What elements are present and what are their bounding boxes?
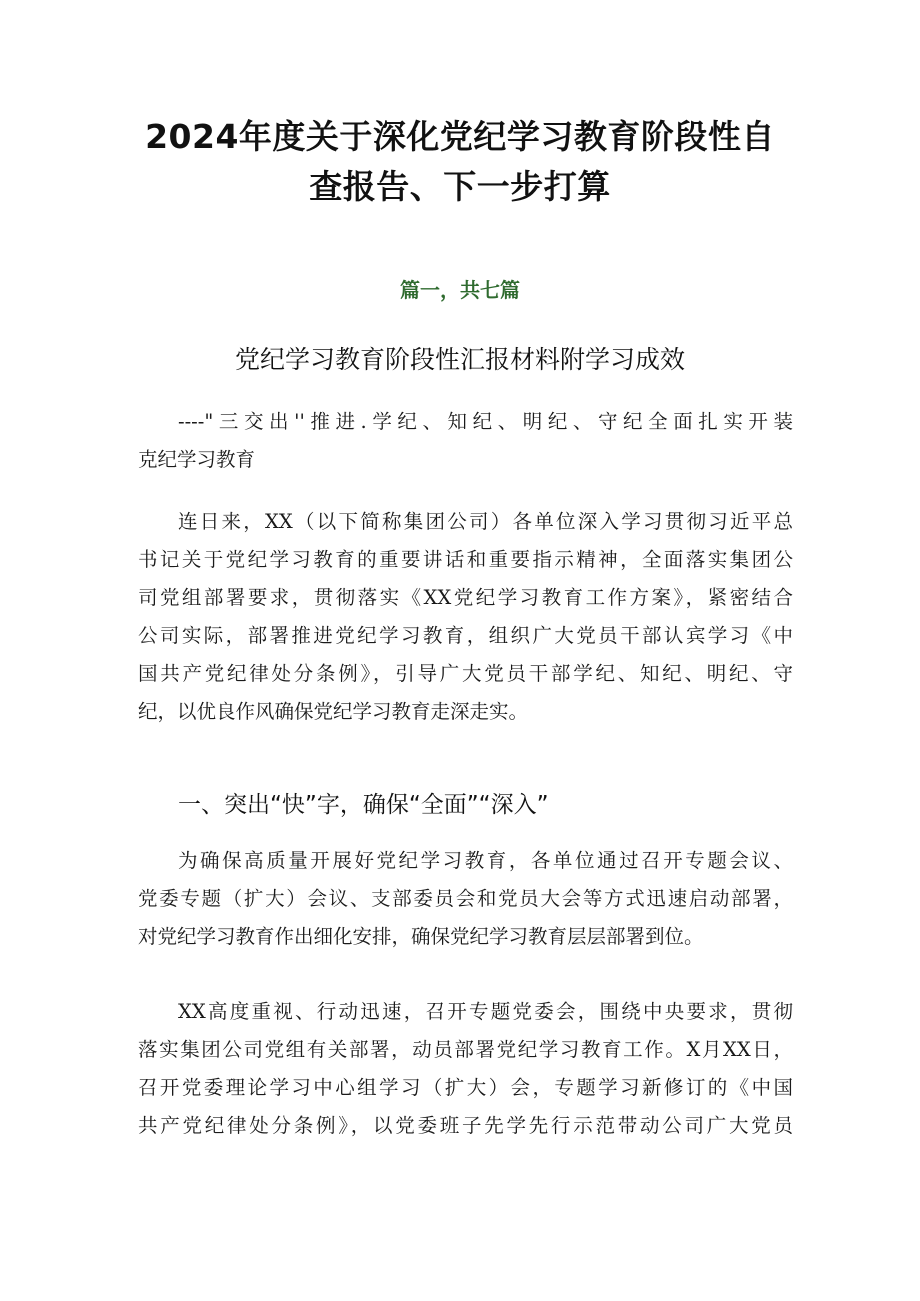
paragraph-3-line-4: 共产党纪律处分条例》，以党委班子先学先行示范带动公司广大党员 — [138, 1114, 793, 1137]
document-title — [120, 112, 800, 212]
paragraph-3 — [138, 993, 793, 1145]
paragraph-1-line-1: 连日来，XX（以下简称集团公司）各单位深入学习贯彻习近平总 — [178, 510, 793, 533]
section-1-heading: 一、突出“快”字，确保“全面”“深入” — [178, 792, 549, 818]
paragraph-3-line-2: 落实集团公司党组有关部署，动员部署党纪学习教育工作。X月XX日， — [138, 1038, 793, 1061]
tagline-line-1: ----"三交出''推进.学纪、知纪、明纪、守纪全面扎实开装 — [178, 410, 793, 433]
paragraph-2-line-3: 对党纪学习教育作出细化安排，确保党纪学习教育层层部署到位。 — [138, 925, 704, 948]
paragraph-1 — [138, 503, 793, 731]
article-title: 党纪学习教育阶段性汇报材料附学习成效 — [234, 345, 685, 374]
paragraph-2-line-1: 为确保高质量开展好党纪学习教育，各单位通过召开专题会议、 — [178, 849, 793, 872]
tagline-line-2: 克纪学习教育 — [138, 448, 256, 471]
title-line-2: 查报告、下一步打算 — [309, 167, 611, 206]
paragraph-1-line-3: 司党组部署要求，贯彻落实《XX党纪学习教育工作方案》，紧密结合 — [138, 586, 793, 609]
paragraph-3-line-1: XX高度重视、行动迅速，召开专题党委会，围绕中央要求，贯彻 — [178, 1000, 793, 1023]
paragraph-3-line-3: 召开党委理论学习中心组学习（扩大）会，专题学习新修订的《中国 — [138, 1076, 793, 1099]
paragraph-2 — [138, 842, 793, 956]
title-line-1: 2024年度关于深化党纪学习教育阶段性自 — [145, 117, 775, 156]
paragraph-1-line-4: 公司实际，部署推进党纪学习教育，组织广大党员干部认宾学习《中 — [138, 624, 793, 647]
paragraph-1-line-2: 书记关于党纪学习教育的重要讲话和重要指示精神，全面落实集团公 — [138, 548, 793, 571]
paragraph-1-line-5: 国共产党纪律处分条例》，引导广大党员干部学纪、知纪、明纪、守 — [138, 662, 793, 685]
paragraph-2-line-2: 党委专题（扩大）会议、支部委员会和党员大会等方式迅速启动部署， — [138, 887, 793, 910]
paragraph-1-line-6: 纪，以优良作风确保党纪学习教育走深走实。 — [138, 700, 529, 723]
document-subtitle: 篇一，共七篇 — [400, 278, 520, 302]
tagline-paragraph — [138, 403, 793, 479]
